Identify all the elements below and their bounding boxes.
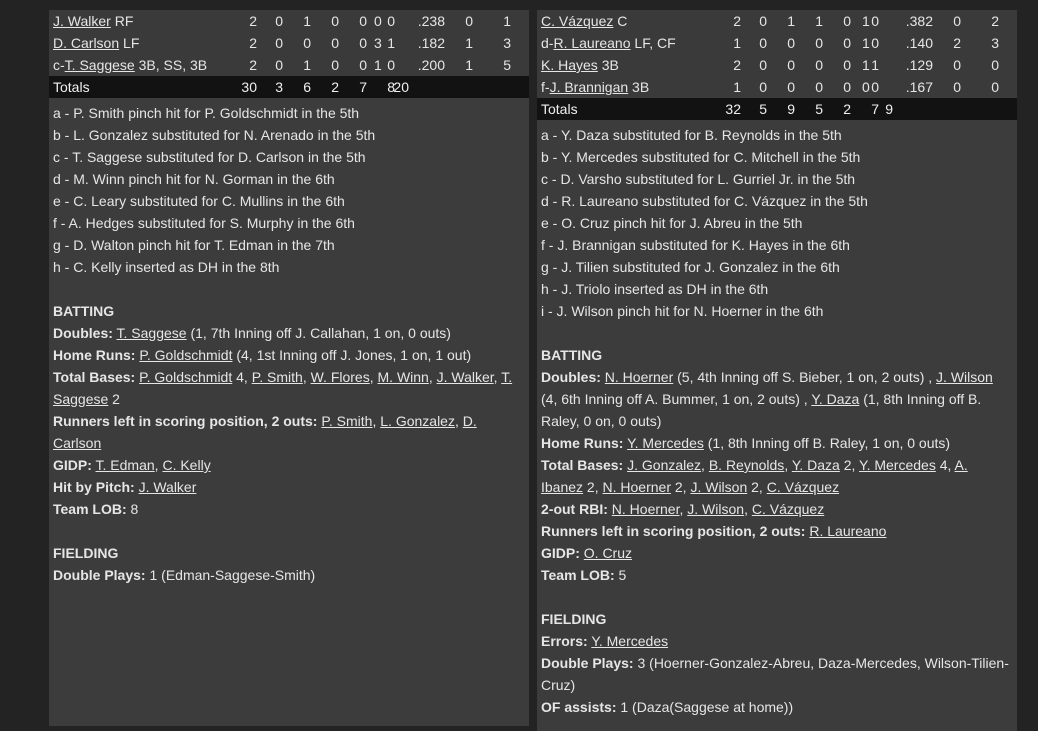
- stat-c1: 0: [445, 10, 473, 32]
- stat-h: 0: [283, 32, 311, 54]
- stat-c2: 3: [961, 32, 999, 54]
- stat-ab: 2: [231, 54, 257, 76]
- stat-ab: 2: [715, 54, 741, 76]
- note: d - R. Laureano substituted for C. Vázquez in the 5th: [541, 193, 868, 209]
- home-batting-table: [537, 10, 1017, 120]
- totals-label: Totals: [537, 98, 697, 120]
- player-link[interactable]: L. Gonzalez: [380, 413, 455, 429]
- away-batting-section: [49, 300, 529, 520]
- stat-r: 0: [741, 10, 767, 32]
- total-bb: 2: [823, 98, 851, 120]
- away-batting-table: [49, 10, 529, 98]
- player-link[interactable]: O. Cruz: [583, 545, 633, 561]
- player-link[interactable]: C. Vázquez: [766, 479, 840, 495]
- player-link[interactable]: W. Flores: [310, 369, 370, 385]
- stat-r: 0: [741, 76, 767, 98]
- risp-line: Runners left in scoring position, 2 outs: R. Laureano: [541, 523, 887, 539]
- total-rbi: 5: [795, 98, 823, 120]
- section-title: BATTING: [541, 347, 603, 363]
- stat-c1: 0: [933, 76, 961, 98]
- player-link[interactable]: Y. Daza: [811, 391, 860, 407]
- stat-c1: 1: [445, 32, 473, 54]
- player-link[interactable]: R. Laureano: [553, 35, 631, 51]
- player-prefix: d-: [541, 35, 554, 51]
- double-plays-line: Double Plays: 3 (Hoerner-Gonzalez-Abreu, Daza-Mercedes, Wilson-Tilien-Cruz): [541, 655, 1009, 693]
- note: h - C. Kelly inserted as DH in the 8th: [53, 259, 280, 275]
- stat-c1: 2: [933, 32, 961, 54]
- player-position: LF, CF: [630, 35, 676, 51]
- stat-rbi: 0: [795, 76, 823, 98]
- player-link[interactable]: Y. Daza: [791, 457, 840, 473]
- total-rbi: 2: [311, 76, 339, 98]
- player-link[interactable]: T. Saggese: [116, 325, 187, 341]
- stat-rbi: 0: [311, 10, 339, 32]
- section-title: FIELDING: [53, 545, 119, 561]
- totals-label: Totals: [49, 76, 213, 98]
- stat-bb: 0: [339, 10, 367, 32]
- stat-bb: 0: [823, 32, 851, 54]
- totals-row: [537, 98, 1017, 120]
- player-link[interactable]: P. Smith: [251, 369, 303, 385]
- stat-h: 1: [767, 10, 795, 32]
- player-position: 3B, SS, 3B: [134, 57, 208, 73]
- player-position: 3B: [597, 57, 619, 73]
- stat-ab: 1: [715, 76, 741, 98]
- stat-r: 0: [741, 54, 767, 76]
- player-prefix: f-: [541, 79, 550, 95]
- home-runs-line: Home Runs: Y. Mercedes (1, 8th Inning off B. Raley, 1 on, 0 outs): [541, 435, 951, 451]
- table-row: [49, 54, 529, 76]
- away-substitution-notes: [49, 98, 529, 278]
- stat-r: 0: [257, 54, 283, 76]
- stat-h: 1: [283, 10, 311, 32]
- total-bases-line: Total Bases: J. Gonzalez, B. Reynolds, Y. Daza 2, Y. Mercedes 4, A. Ibanez 2, N. Hoerner 2, J. Wilson 2, C. Vázquez: [541, 457, 968, 495]
- player-link[interactable]: J. Walker: [138, 479, 197, 495]
- player-link[interactable]: C. Vázquez: [541, 13, 614, 29]
- stat-bb: 0: [823, 10, 851, 32]
- two-out-rbi-line: 2-out RBI: N. Hoerner, J. Wilson, C. Vázquez: [541, 501, 825, 517]
- note: i - J. Wilson pinch hit for N. Hoerner in the 6th: [541, 303, 824, 319]
- stat-avg: 0 .167: [879, 76, 933, 98]
- stat-r: 0: [257, 10, 283, 32]
- stat-r: 0: [257, 32, 283, 54]
- home-fielding-section: [537, 608, 1017, 718]
- player-link[interactable]: C. Vázquez: [751, 501, 825, 517]
- team-lob-line: Team LOB: 5: [541, 567, 627, 583]
- player-link[interactable]: M. Winn: [377, 369, 429, 385]
- stat-c2: 5: [473, 54, 511, 76]
- player-link[interactable]: C. Kelly: [162, 457, 211, 473]
- stat-c2: 0: [961, 76, 999, 98]
- stat-k: 0: [851, 10, 879, 32]
- table-row: [49, 32, 529, 54]
- player-link[interactable]: N. Hoerner: [611, 501, 680, 517]
- note: b - L. Gonzalez substituted for N. Arenado in the 5th: [53, 127, 376, 143]
- note: a - P. Smith pinch hit for P. Goldschmidt in the 5th: [53, 105, 360, 121]
- totals-row: [49, 76, 529, 98]
- doubles-line: Doubles: T. Saggese (1, 7th Inning off J. Callahan, 1 on, 0 outs): [53, 325, 451, 341]
- note: d - M. Winn pinch hit for N. Gorman in the 6th: [53, 171, 335, 187]
- stat-avg: 1 .200: [395, 54, 445, 76]
- stat-c1: 0: [933, 54, 961, 76]
- stat-ab: 1: [715, 32, 741, 54]
- note: f - J. Brannigan substituted for K. Hayes in the 6th: [541, 237, 850, 253]
- player-link[interactable]: P. Goldschmidt: [139, 369, 233, 385]
- note: c - D. Varsho substituted for L. Gurriel Jr. in the 5th: [541, 171, 856, 187]
- home-boxscore-panel: [537, 10, 1017, 731]
- home-substitution-notes: [537, 120, 1017, 322]
- stat-h: 0: [767, 32, 795, 54]
- note: e - O. Cruz pinch hit for J. Abreu in the 5th: [541, 215, 803, 231]
- table-row: [537, 76, 1017, 98]
- stat-k: 1: [367, 32, 395, 54]
- note: e - C. Leary substituted for C. Mullins in the 6th: [53, 193, 345, 209]
- stat-avg: 1 .129: [879, 54, 933, 76]
- stat-ab: 2: [231, 10, 257, 32]
- stat-bb: 0: [823, 76, 851, 98]
- table-row: [537, 32, 1017, 54]
- total-r: 3: [257, 76, 283, 98]
- stat-k: 0: [367, 10, 395, 32]
- total-h: 9: [767, 98, 795, 120]
- player-link[interactable]: Y. Mercedes: [859, 457, 936, 473]
- stat-h: 0: [767, 54, 795, 76]
- stat-c2: 0: [961, 54, 999, 76]
- note: g - J. Tilien substituted for J. Gonzalez in the 6th: [541, 259, 840, 275]
- double-plays-line: Double Plays: 1 (Edman-Saggese-Smith): [53, 567, 316, 583]
- note: a - Y. Daza substituted for B. Reynolds in the 5th: [541, 127, 842, 143]
- player-position: 3B: [628, 79, 650, 95]
- home-batting-section: [537, 344, 1017, 586]
- player-link[interactable]: B. Reynolds: [708, 457, 785, 473]
- player-link[interactable]: J. Wilson: [690, 479, 748, 495]
- stat-h: 1: [283, 54, 311, 76]
- stat-c2: 1: [473, 10, 511, 32]
- stat-rbi: 0: [795, 32, 823, 54]
- stat-c2: 2: [961, 10, 999, 32]
- stat-avg: 1 .382: [879, 10, 933, 32]
- player-link[interactable]: N. Hoerner: [602, 479, 671, 495]
- player-link[interactable]: J. Gonzalez: [627, 457, 702, 473]
- table-row: [537, 10, 1017, 32]
- player-link[interactable]: P. Goldschmidt: [139, 347, 233, 363]
- stat-rbi: 0: [795, 54, 823, 76]
- player-prefix: c-: [53, 57, 65, 73]
- risp-line: Runners left in scoring position, 2 outs: P. Smith, L. Gonzalez, D. Carlson: [53, 413, 477, 451]
- gidp-line: GIDP: O. Cruz: [541, 545, 633, 561]
- player-link[interactable]: N. Hoerner: [604, 369, 674, 385]
- total-ab: 32: [715, 98, 741, 120]
- stat-c2: 3: [473, 32, 511, 54]
- home-runs-line: Home Runs: P. Goldschmidt (4, 1st Inning off J. Jones, 1 on, 1 out): [53, 347, 472, 363]
- player-link[interactable]: Y. Mercedes: [591, 633, 669, 649]
- player-position: C: [613, 13, 628, 29]
- player-link[interactable]: D. Carlson: [53, 413, 477, 451]
- stat-rbi: 1: [795, 10, 823, 32]
- stat-ab: 2: [231, 32, 257, 54]
- total-k: 8: [367, 76, 395, 98]
- stat-avg: 3 .182: [395, 32, 445, 54]
- gidp-line: GIDP: T. Edman, C. Kelly: [53, 457, 211, 473]
- doubles-line: Doubles: N. Hoerner (5, 4th Inning off S. Bieber, 1 on, 2 outs) , J. Wilson (4, 6th Inning off A. Bummer, 1 on, 2 outs) , Y. Daza (1, 8th Inning off B. Raley, 0 on, 0 outs): [541, 369, 993, 429]
- away-boxscore-panel: [49, 10, 529, 726]
- player-link[interactable]: P. Smith: [321, 413, 373, 429]
- hbp-line: Hit by Pitch: J. Walker: [53, 479, 197, 495]
- note: g - D. Walton pinch hit for T. Edman in the 7th: [53, 237, 335, 253]
- total-k: 7: [851, 98, 879, 120]
- stat-k: 0: [367, 54, 395, 76]
- player-link[interactable]: J. Wilson: [936, 369, 993, 385]
- stat-rbi: 0: [311, 54, 339, 76]
- player-link[interactable]: J. Brannigan: [549, 79, 629, 95]
- note: f - A. Hedges substituted for S. Murphy in the 6th: [53, 215, 355, 231]
- table-row: [49, 10, 529, 32]
- total-lob: 9: [885, 101, 893, 117]
- player-link[interactable]: K. Hayes: [541, 57, 598, 73]
- player-link[interactable]: R. Laureano: [809, 523, 887, 539]
- total-h: 6: [283, 76, 311, 98]
- player-link[interactable]: T. Saggese: [53, 369, 513, 407]
- stat-r: 0: [741, 32, 767, 54]
- player-link[interactable]: T. Saggese: [64, 57, 135, 73]
- errors-line: Errors: Y. Mercedes: [541, 633, 669, 649]
- stat-bb: 0: [823, 54, 851, 76]
- of-assists-line: OF assists: 1 (Daza(Saggese at home)): [541, 699, 794, 715]
- section-title: BATTING: [53, 303, 115, 319]
- section-title: FIELDING: [541, 611, 607, 627]
- player-link[interactable]: J. Walker: [436, 369, 494, 385]
- total-lob: 20: [393, 79, 409, 95]
- total-bases-line: Total Bases: P. Goldschmidt 4, P. Smith, W. Flores, M. Winn, J. Walker, T. Saggese 2: [53, 369, 513, 407]
- team-lob-line: Team LOB: 8: [53, 501, 139, 517]
- total-bb: 7: [339, 76, 367, 98]
- stat-k: 1: [851, 54, 879, 76]
- player-link[interactable]: D. Carlson: [53, 35, 120, 51]
- total-ab: 30: [231, 76, 257, 98]
- player-link[interactable]: J. Walker: [53, 13, 111, 29]
- table-row: [537, 54, 1017, 76]
- stat-c1: 0: [933, 10, 961, 32]
- stat-bb: 0: [339, 54, 367, 76]
- stat-c1: 1: [445, 54, 473, 76]
- player-position: LF: [119, 35, 140, 51]
- stat-k: 0: [851, 76, 879, 98]
- player-link[interactable]: T. Edman: [95, 457, 155, 473]
- stat-bb: 0: [339, 32, 367, 54]
- stat-avg: 0 .238: [395, 10, 445, 32]
- note: b - Y. Mercedes substituted for C. Mitchell in the 5th: [541, 149, 861, 165]
- player-link[interactable]: Y. Mercedes: [627, 435, 704, 451]
- player-link[interactable]: A. Ibanez: [541, 457, 968, 495]
- player-link[interactable]: J. Wilson: [687, 501, 745, 517]
- stat-rbi: 0: [311, 32, 339, 54]
- note: c - T. Saggese substituted for D. Carlson in the 5th: [53, 149, 366, 165]
- stat-ab: 2: [715, 10, 741, 32]
- note: h - J. Triolo inserted as DH in the 6th: [541, 281, 769, 297]
- player-position: RF: [110, 13, 134, 29]
- total-r: 5: [741, 98, 767, 120]
- stat-avg: 1 .140: [879, 32, 933, 54]
- away-fielding-section: [49, 542, 529, 586]
- stat-k: 0: [851, 32, 879, 54]
- stat-h: 0: [767, 76, 795, 98]
